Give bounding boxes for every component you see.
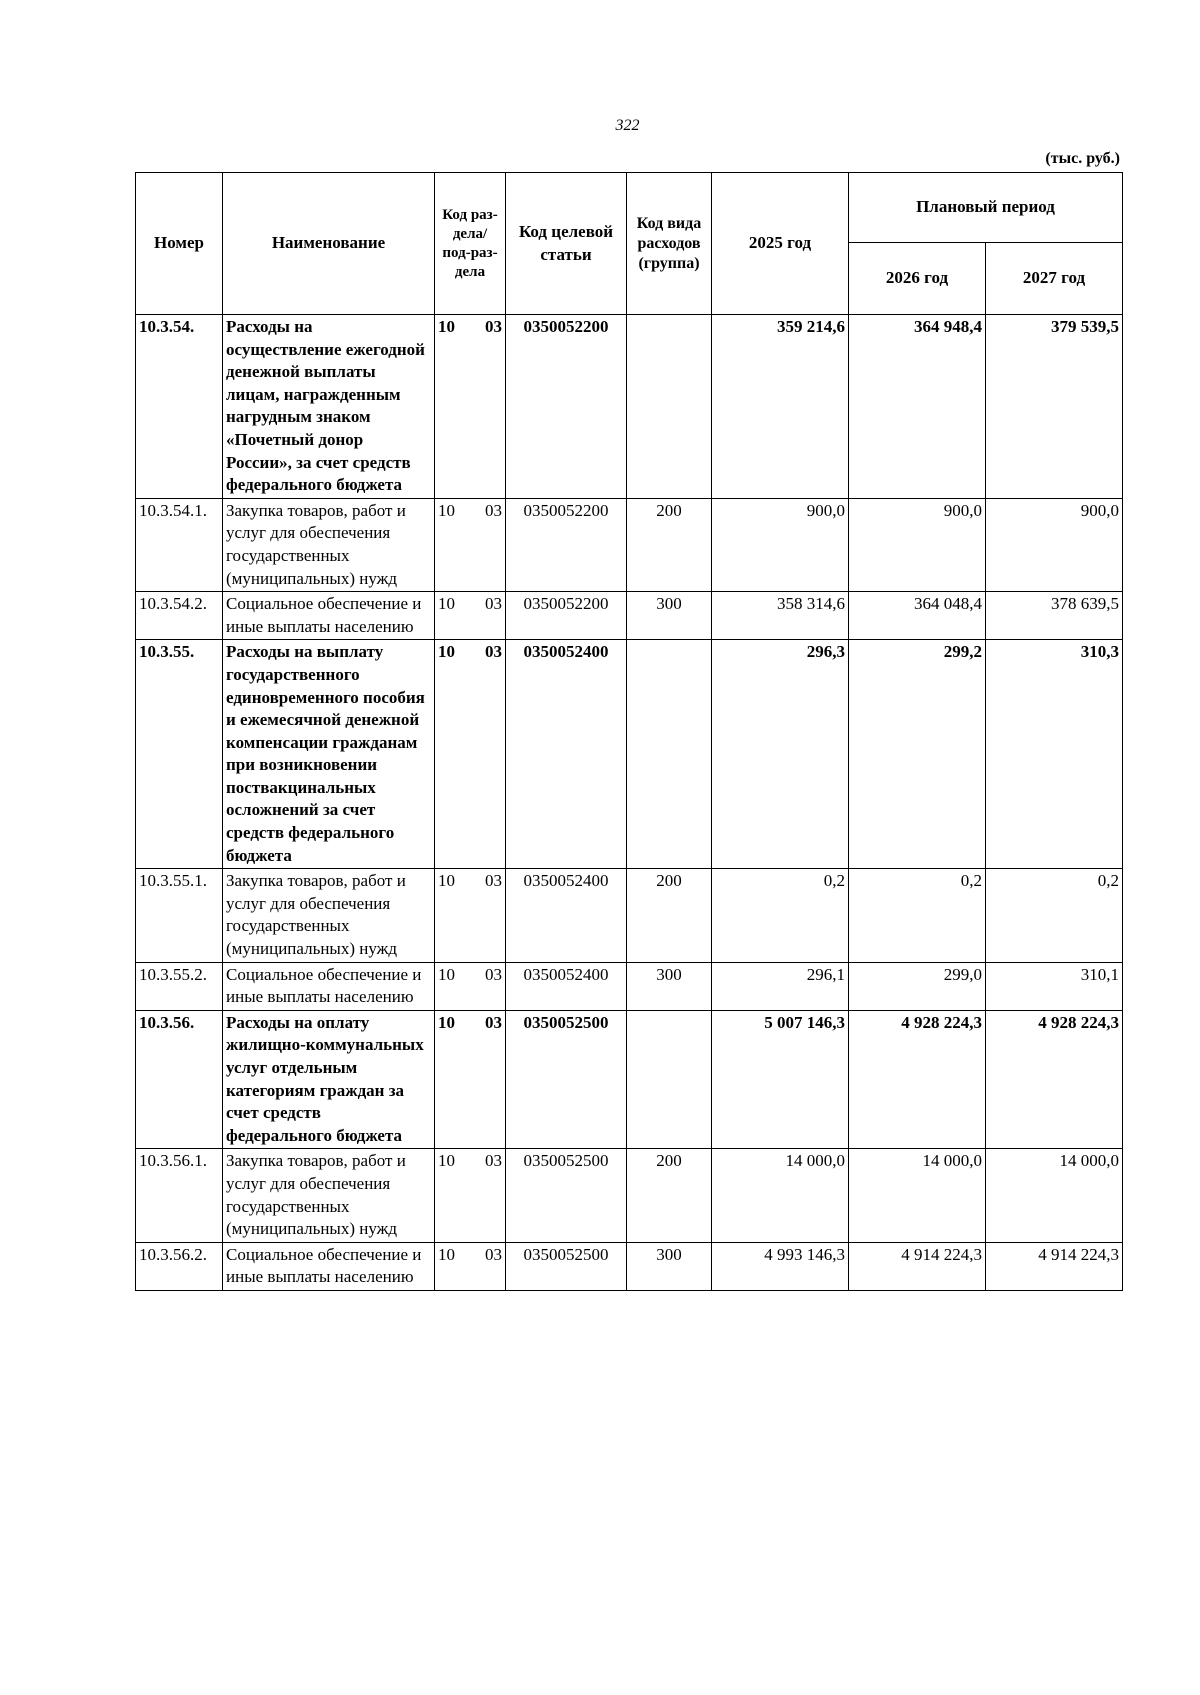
row-section-code [435,315,506,499]
page-number: 322 [615,117,640,134]
row-amount-2025: 359 214,6 [712,315,849,499]
row-amount-2026: 364 048,4 [849,592,986,640]
row-expense-type: 300 [627,962,712,1010]
row-expense-type [627,1010,712,1149]
table-body [136,315,1123,1291]
row-target-code: 0350052400 [506,869,627,962]
row-section-code [435,1149,506,1242]
row-subsection: 03 [485,500,502,520]
row-amount-2027: 310,3 [986,640,1123,869]
header-expense-type: Код вида расходов (группа) [627,173,712,315]
table-row [136,640,1123,869]
row-subsection: 03 [485,1151,502,1171]
row-subsection: 03 [485,1244,502,1264]
header-year-2027: 2027 год [986,243,1123,315]
row-amount-2026: 4 928 224,3 [849,1010,986,1149]
row-number: 10.3.54. [136,315,223,499]
row-section: 10 [438,1151,455,1171]
row-name: Закупка товаров, работ и услуг для обеспечения государственных (муниципальных) нужд [223,1149,435,1242]
row-section: 10 [438,1012,455,1032]
row-expense-type: 200 [627,1149,712,1242]
row-number: 10.3.54.1. [136,498,223,591]
row-expense-type: 300 [627,592,712,640]
row-amount-2026: 900,0 [849,498,986,591]
row-target-code: 0350052500 [506,1149,627,1242]
table-header [136,173,1123,315]
row-name: Социальное обеспечение и иные выплаты населению [223,1242,435,1290]
row-section-code [435,962,506,1010]
row-section-code [435,1242,506,1290]
row-name: Закупка товаров, работ и услуг для обеспечения государственных (муниципальных) нужд [223,869,435,962]
table-row [136,315,1123,499]
row-subsection: 03 [485,594,502,614]
row-number: 10.3.56.2. [136,1242,223,1290]
row-number: 10.3.55. [136,640,223,869]
row-name: Социальное обеспечение и иные выплаты населению [223,962,435,1010]
row-amount-2027: 310,1 [986,962,1123,1010]
row-name: Расходы на оплату жилищно-коммунальных услуг отдельным категориям граждан за счет средств федерального бюджета [223,1010,435,1149]
row-section: 10 [438,317,455,336]
table-row [136,1242,1123,1290]
row-subsection: 03 [485,964,502,984]
row-amount-2026: 299,0 [849,962,986,1010]
row-name: Расходы на осуществление ежегодной денежной выплаты лицам, награжденным нагрудным знаком «Почетный донор России», за счет средств федерального бюджета [223,315,435,499]
header-name: Наименование [223,173,435,315]
row-section: 10 [438,594,455,614]
row-amount-2025: 4 993 146,3 [712,1242,849,1290]
row-amount-2026: 14 000,0 [849,1149,986,1242]
row-section-code [435,498,506,591]
row-section: 10 [438,642,455,662]
row-target-code: 0350052500 [506,1242,627,1290]
header-number: Номер [136,173,223,315]
row-amount-2025: 900,0 [712,498,849,591]
row-name: Социальное обеспечение и иные выплаты населению [223,592,435,640]
row-amount-2026: 0,2 [849,869,986,962]
row-target-code: 0350052400 [506,640,627,869]
table-row [136,1010,1123,1149]
budget-table [135,172,1123,1291]
row-section-code [435,869,506,962]
row-amount-2027: 378 639,5 [986,592,1123,640]
row-amount-2025: 14 000,0 [712,1149,849,1242]
table-row [136,592,1123,640]
row-target-code: 0350052200 [506,315,627,499]
row-name: Закупка товаров, работ и услуг для обеспечения государственных (муниципальных) нужд [223,498,435,591]
row-amount-2025: 5 007 146,3 [712,1010,849,1149]
row-target-code: 0350052200 [506,592,627,640]
row-amount-2026: 299,2 [849,640,986,869]
row-expense-type [627,640,712,869]
header-planning-period: Плановый период [849,173,1123,243]
row-subsection: 03 [485,317,502,336]
row-amount-2026: 364 948,4 [849,315,986,499]
row-amount-2025: 296,1 [712,962,849,1010]
row-amount-2025: 358 314,6 [712,592,849,640]
row-section-code [435,592,506,640]
row-section: 10 [438,500,455,520]
units-label: (тыс. руб.) [1045,150,1120,167]
row-amount-2027: 900,0 [986,498,1123,591]
row-amount-2027: 4 914 224,3 [986,1242,1123,1290]
row-section-code [435,640,506,869]
row-expense-type [627,315,712,499]
row-target-code: 0350052200 [506,498,627,591]
table-row [136,962,1123,1010]
row-amount-2027: 379 539,5 [986,315,1123,499]
row-expense-type: 200 [627,498,712,591]
row-number: 10.3.54.2. [136,592,223,640]
table-row [136,1149,1123,1242]
row-name: Расходы на выплату государственного единовременного пособия и ежемесячной денежной компенсации гражданам при возникновении поствакцинальных осложнений за счет средств федерального бюджета [223,640,435,869]
row-section: 10 [438,964,455,984]
header-year-2026: 2026 год [849,243,986,315]
table-row [136,498,1123,591]
row-section: 10 [438,1244,455,1264]
header-section-code: Код раз-дела/ под-раз-дела [435,173,506,315]
row-subsection: 03 [485,871,502,891]
row-amount-2027: 14 000,0 [986,1149,1123,1242]
header-year-2025: 2025 год [712,173,849,315]
row-number: 10.3.55.2. [136,962,223,1010]
row-expense-type: 200 [627,869,712,962]
table-row [136,869,1123,962]
row-amount-2026: 4 914 224,3 [849,1242,986,1290]
header-target-code: Код целевой статьи [506,173,627,315]
row-number: 10.3.56.1. [136,1149,223,1242]
row-expense-type: 300 [627,1242,712,1290]
row-target-code: 0350052500 [506,1010,627,1149]
row-number: 10.3.55.1. [136,869,223,962]
row-amount-2025: 296,3 [712,640,849,869]
row-amount-2025: 0,2 [712,869,849,962]
row-subsection: 03 [485,1012,502,1032]
row-amount-2027: 4 928 224,3 [986,1010,1123,1149]
row-amount-2027: 0,2 [986,869,1123,962]
row-target-code: 0350052400 [506,962,627,1010]
row-subsection: 03 [485,642,502,662]
row-section-code [435,1010,506,1149]
row-section: 10 [438,871,455,891]
row-number: 10.3.56. [136,1010,223,1149]
